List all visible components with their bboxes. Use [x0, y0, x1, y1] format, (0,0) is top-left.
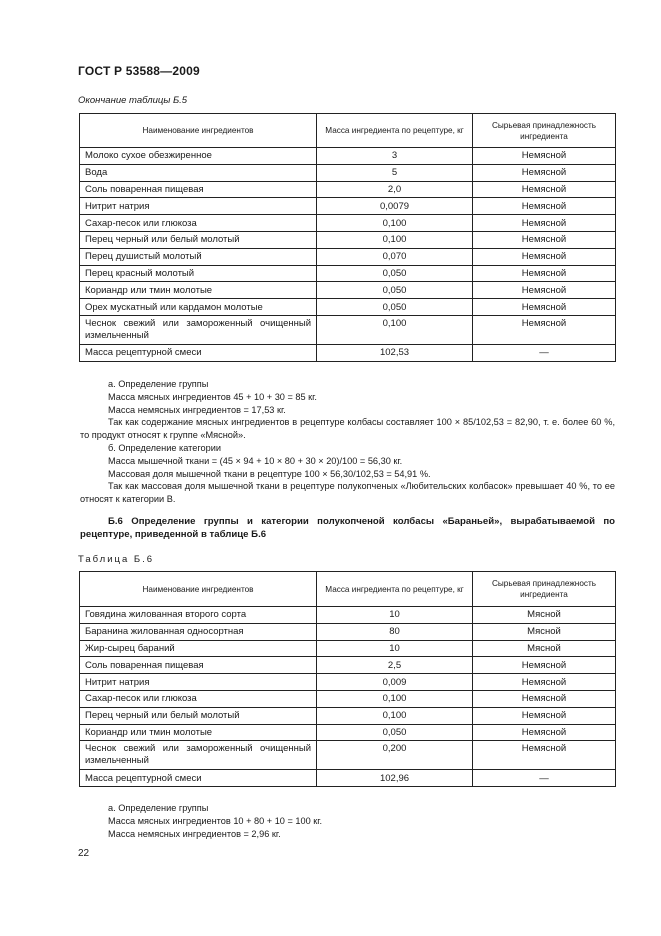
ingredient-mass-cell: 0,050	[317, 299, 473, 316]
table-row	[80, 164, 616, 181]
table-row	[80, 657, 616, 674]
ingredient-mass-cell: 0,100	[317, 690, 473, 707]
column-header-mass: Масса ингредиента по рецептуре, кг	[317, 572, 473, 607]
table-row	[80, 770, 616, 787]
table-row	[80, 707, 616, 724]
table-row	[80, 198, 616, 215]
ingredient-mass-cell: 0,100	[317, 315, 473, 344]
ingredient-name-cell: Молоко сухое обезжиренное	[80, 148, 317, 165]
ingredient-name-cell: Масса рецептурной смеси	[80, 770, 317, 787]
meat-mass-line: Масса мясных ингредиентов 45 + 10 + 30 = 85 кг.	[108, 391, 317, 402]
table-row	[80, 299, 616, 316]
ingredient-mass-cell: 0,100	[317, 231, 473, 248]
ingredient-mass-cell: 2,0	[317, 181, 473, 198]
table-b5-caption: Окончание таблицы Б.5	[78, 95, 188, 106]
non-meat-mass-line: Масса немясных ингредиентов = 17,53 кг.	[108, 404, 286, 415]
column-header-name: Наименование ингредиентов	[80, 572, 317, 607]
non-meat-mass-line: Масса немясных ингредиентов = 2,96 кг.	[108, 828, 281, 839]
table-row	[80, 690, 616, 707]
ingredient-name-cell: Орех мускатный или кардамон молотые	[80, 299, 317, 316]
ingredient-name-cell: Чеснок свежий или замороженный очищенный измельченный	[80, 741, 317, 770]
ingredient-name-cell: Кориандр или тмин молотые	[80, 724, 317, 741]
table-row	[80, 724, 616, 741]
ingredient-origin-cell: Немясной	[473, 181, 616, 198]
ingredient-name-cell: Сахар-песок или глюкоза	[80, 690, 317, 707]
ingredient-mass-cell: 10	[317, 607, 473, 624]
ingredient-name-cell: Соль поваренная пищевая	[80, 657, 317, 674]
table-row	[80, 607, 616, 624]
ingredient-origin-cell: Немясной	[473, 299, 616, 316]
ingredient-mass-cell: 5	[317, 164, 473, 181]
ingredient-name-cell: Нитрит натрия	[80, 198, 317, 215]
ingredient-name-cell: Жир-сырец бараний	[80, 640, 317, 657]
ingredient-origin-cell: Мясной	[473, 640, 616, 657]
ingredient-origin-cell: Немясной	[473, 724, 616, 741]
ingredient-mass-cell: 102,53	[317, 344, 473, 361]
ingredient-mass-cell: 2,5	[317, 657, 473, 674]
table-row	[80, 640, 616, 657]
ingredient-origin-cell: Немясной	[473, 674, 616, 691]
column-header-origin: Сырьевая принадлежность ингредиента	[473, 572, 616, 607]
ingredient-name-cell: Говядина жилованная второго сорта	[80, 607, 317, 624]
column-header-name: Наименование ингредиентов	[80, 114, 317, 148]
ingredient-origin-cell: Немясной	[473, 265, 616, 282]
table-row	[80, 148, 616, 165]
ingredient-origin-cell: Немясной	[473, 198, 616, 215]
ingredient-name-cell: Масса рецептурной смеси	[80, 344, 317, 361]
calculation-b5	[80, 378, 615, 506]
table-row	[80, 282, 616, 299]
ingredient-mass-cell: 0,100	[317, 215, 473, 232]
table-row	[80, 231, 616, 248]
ingredient-mass-cell: 0,050	[317, 282, 473, 299]
ingredient-name-cell: Кориандр или тмин молотые	[80, 282, 317, 299]
category-definition-title: б. Определение категории	[108, 442, 221, 453]
ingredient-mass-cell: 0,009	[317, 674, 473, 691]
ingredient-name-cell: Нитрит натрия	[80, 674, 317, 691]
ingredient-origin-cell: Немясной	[473, 248, 616, 265]
column-header-origin: Сырьевая принадлежность ингредиента	[473, 114, 616, 148]
ingredient-name-cell: Перец душистый молотый	[80, 248, 317, 265]
ingredient-mass-cell: 0,070	[317, 248, 473, 265]
ingredient-origin-cell: Немясной	[473, 315, 616, 344]
ingredient-name-cell: Вода	[80, 164, 317, 181]
meat-mass-line: Масса мясных ингредиентов 10 + 80 + 10 = 100 кг.	[108, 815, 323, 826]
muscle-mass-line: Масса мышечной ткани = (45 × 94 + 10 × 80 + 30 × 20)/100 = 56,30 кг.	[108, 455, 403, 466]
ingredient-mass-cell: 10	[317, 640, 473, 657]
ingredient-origin-cell: Немясной	[473, 164, 616, 181]
ingredient-name-cell: Чеснок свежий или замороженный очищенный измельченный	[80, 315, 317, 344]
ingredient-mass-cell: 0,0079	[317, 198, 473, 215]
ingredient-origin-cell: —	[473, 344, 616, 361]
ingredient-origin-cell: Немясной	[473, 231, 616, 248]
ingredient-mass-cell: 102,96	[317, 770, 473, 787]
ingredient-mass-cell: 3	[317, 148, 473, 165]
group-conclusion: Так как содержание мясных ингредиентов в рецептуре колбасы составляет 100 × 85/102,53 = 82,90, т. е. более 60 %, то продукт относят к группе «Мясной».	[80, 417, 615, 441]
ingredient-origin-cell: Мясной	[473, 623, 616, 640]
section-b6-heading: Б.6 Определение группы и категории полукопченой колбасы «Бараньей», вырабатываемой по рецептуре, приведенной в таблице Б.6	[80, 516, 615, 540]
ingredient-mass-cell: 0,100	[317, 707, 473, 724]
table-row	[80, 741, 616, 770]
ingredient-origin-cell: —	[473, 770, 616, 787]
group-definition-title: а. Определение группы	[108, 379, 209, 389]
table-row	[80, 265, 616, 282]
ingredient-name-cell: Перец черный или белый молотый	[80, 707, 317, 724]
ingredient-name-cell: Баранина жилованная односортная	[80, 623, 317, 640]
table-b6	[79, 571, 616, 787]
ingredient-origin-cell: Немясной	[473, 657, 616, 674]
document-header: ГОСТ Р 53588—2009	[78, 64, 200, 78]
ingredient-name-cell: Сахар-песок или глюкоза	[80, 215, 317, 232]
ingredient-origin-cell: Немясной	[473, 690, 616, 707]
table-row	[80, 344, 616, 361]
table-row	[80, 674, 616, 691]
ingredient-origin-cell: Немясной	[473, 148, 616, 165]
table-row	[80, 623, 616, 640]
ingredient-origin-cell: Немясной	[473, 741, 616, 770]
table-row	[80, 248, 616, 265]
ingredient-mass-cell: 0,050	[317, 265, 473, 282]
ingredient-origin-cell: Мясной	[473, 607, 616, 624]
column-header-mass: Масса ингредиента по рецептуре, кг	[317, 114, 473, 148]
table-row	[80, 315, 616, 344]
ingredient-origin-cell: Немясной	[473, 282, 616, 299]
table-row	[80, 181, 616, 198]
ingredient-origin-cell: Немясной	[473, 707, 616, 724]
table-b6-caption: Таблица Б.6	[78, 554, 155, 565]
ingredient-mass-cell: 80	[317, 623, 473, 640]
ingredient-name-cell: Перец красный молотый	[80, 265, 317, 282]
ingredient-name-cell: Соль поваренная пищевая	[80, 181, 317, 198]
page-number: 22	[78, 848, 90, 859]
ingredient-name-cell: Перец черный или белый молотый	[80, 231, 317, 248]
group-definition-title: а. Определение группы	[108, 803, 209, 813]
ingredient-origin-cell: Немясной	[473, 215, 616, 232]
table-b5	[79, 113, 616, 362]
ingredient-mass-cell: 0,200	[317, 741, 473, 770]
table-row	[80, 215, 616, 232]
muscle-share-line: Массовая доля мышечной ткани в рецептуре 100 × 56,30/102,53 = 54,91 %.	[108, 468, 431, 479]
ingredient-mass-cell: 0,050	[317, 724, 473, 741]
calculation-b6	[80, 802, 615, 840]
category-conclusion: Так как массовая доля мышечной ткани в рецептуре полукопченых «Любительских колбасок» превышает 40 %, то ее относят к категории В.	[80, 481, 615, 505]
